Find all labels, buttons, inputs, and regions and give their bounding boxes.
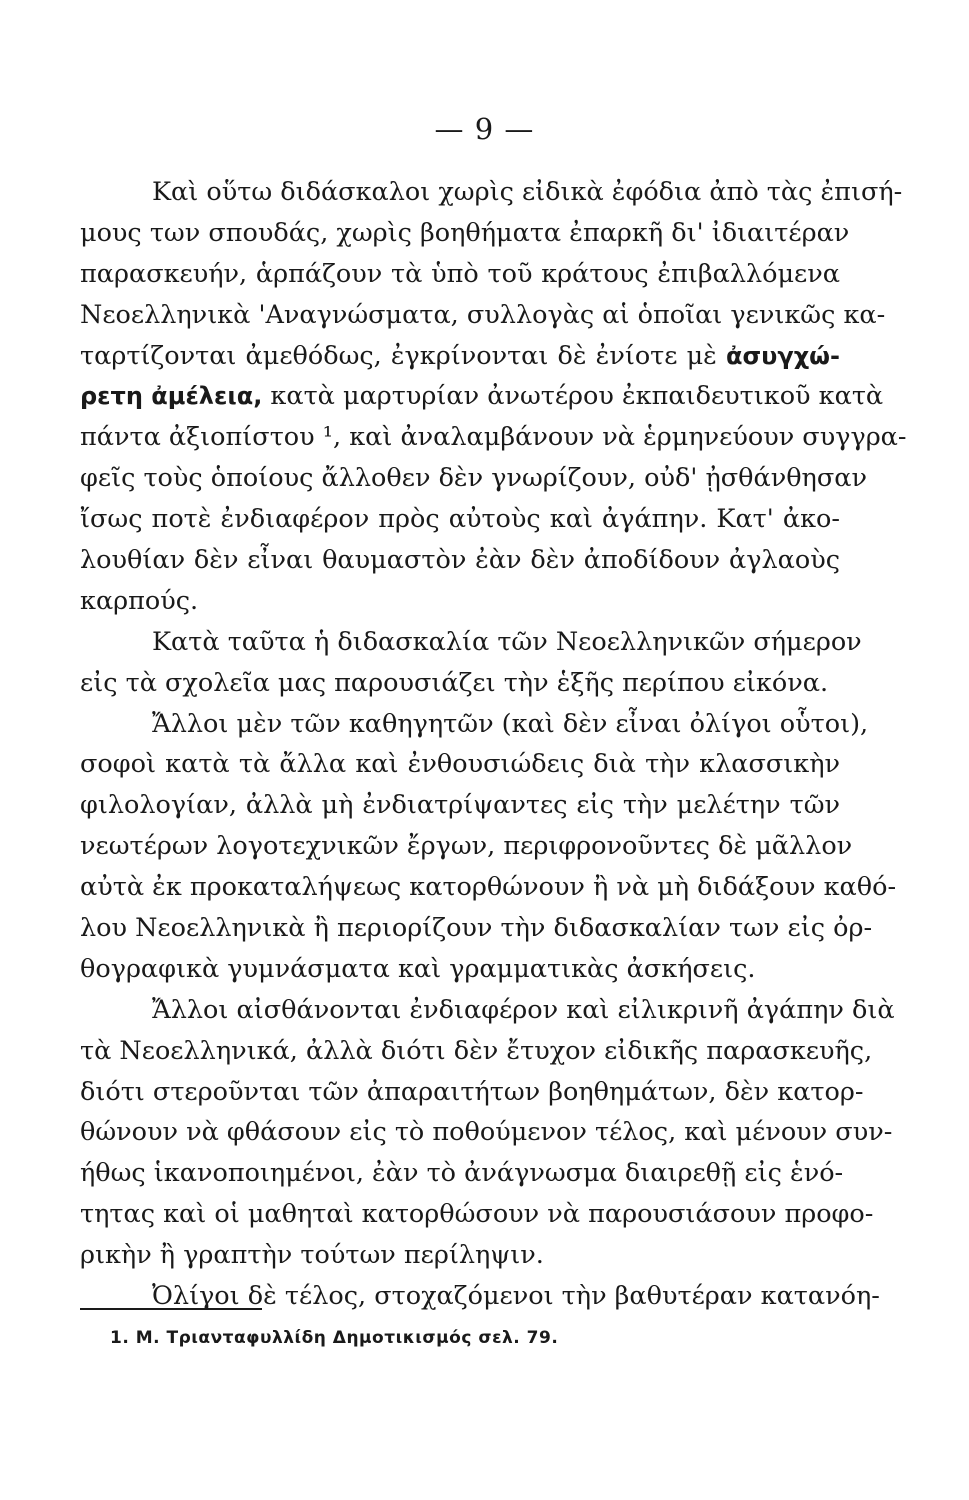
text-line: τὰ Νεοελληνικά, ἀλλὰ διότι δὲν ἔτυχον εἰδικῆς παρασκευῆς, bbox=[80, 1035, 873, 1066]
text-line: Κατὰ ταῦτα ἡ διδασκαλία τῶν Νεοελληνικῶν σήμερον bbox=[152, 626, 862, 657]
text-fragment: ταρτίζονται ἀμεθόδως, ἐγκρίνονται δὲ ἐνίοτε μὲ bbox=[80, 340, 726, 371]
text-line: ρικὴν ἢ γραπτὴν τούτων περίληψιν. bbox=[80, 1240, 544, 1271]
text-line: φιλολογίαν, ἀλλὰ μὴ ἐνδιατρίψαντες εἰς τὴν μελέτην τῶν bbox=[80, 790, 840, 821]
text-line: σοφοὶ κατὰ τὰ ἄλλα καὶ ἐνθουσιώδεις διὰ τὴν κλασσικὴν bbox=[80, 749, 840, 780]
text-line: αὐτὰ ἐκ προκαταλήψεως κατορθώνουν ἢ νὰ μὴ διδάξουν καθό- bbox=[80, 872, 897, 903]
text-line: Νεοελληνικὰ 'Αναγνώσματα, συλλογὰς αἱ ὁποῖαι γενικῶς κα- bbox=[80, 299, 886, 330]
text-line: Ἄλλοι μὲν τῶν καθηγητῶν (καὶ δὲν εἶναι ὀλίγοι οὗτοι), bbox=[152, 708, 869, 739]
bold-phrase: ρετη ἀμέλεια, bbox=[80, 382, 263, 411]
body-text bbox=[80, 172, 907, 1317]
bold-phrase: ἀσυγχώ- bbox=[725, 341, 840, 370]
text-line: θογραφικὰ γυμνάσματα καὶ γραμματικὰς ἀσκήσεις. bbox=[80, 953, 756, 984]
text-line: μους των σπουδάς, χωρὶς βοηθήματα ἐπαρκῆ δι' ἰδιαιτέραν bbox=[80, 217, 850, 248]
page-number: — 9 — bbox=[434, 112, 535, 146]
text-line: ήθως ἱκανοποιημένοι, ἐὰν τὸ ἀνάγνωσμα διαιρεθῇ εἰς ἑνό- bbox=[80, 1158, 844, 1189]
text-line: ἴσως ποτὲ ἐνδιαφέρον πρὸς αὐτοὺς καὶ ἀγάπην. Κατ' ἀκο- bbox=[80, 504, 840, 535]
footnote-divider bbox=[80, 1308, 262, 1310]
text-line: Ἄλλοι αἰσθάνονται ἐνδιαφέρον καὶ εἰλικρινῆ ἀγάπην διὰ bbox=[152, 994, 895, 1025]
text-line-with-bold bbox=[80, 336, 840, 377]
text-line: τητας καὶ οἱ μαθηταὶ κατορθώσουν νὰ παρουσιάσουν προφο- bbox=[80, 1199, 874, 1230]
text-line: φεῖς τοὺς ὁποίους ἄλλοθεν δὲν γνωρίζουν, οὐδ' ᾐσθάνθησαν bbox=[80, 463, 867, 494]
text-line: καρπούς. bbox=[80, 585, 199, 616]
text-line: εἰς τὰ σχολεῖα μας παρουσιάζει τὴν ἑξῆς περίπου εἰκόνα. bbox=[80, 667, 829, 698]
text-line: θώνουν νὰ φθάσουν εἰς τὸ ποθούμενον τέλος, καὶ μένουν συν- bbox=[80, 1117, 893, 1148]
text-line: λου Νεοελληνικὰ ἢ περιορίζουν τὴν διδασκαλίαν των εἰς ὀρ- bbox=[80, 913, 873, 944]
text-line: λουθίαν δὲν εἶναι θαυμαστὸν ἐὰν δὲν ἀποδίδουν ἀγλαοὺς bbox=[80, 545, 840, 576]
text-fragment: κατὰ μαρτυρίαν ἀνωτέρου ἐκπαιδευτικοῦ κατὰ bbox=[262, 381, 884, 412]
text-line: παρασκευήν, ἁρπάζουν τὰ ὑπὸ τοῦ κράτους ἐπιβαλλόμενα bbox=[80, 258, 840, 289]
text-line: διότι στεροῦνται τῶν ἀπαραιτήτων βοηθημάτων, δὲν κατορ- bbox=[80, 1076, 864, 1107]
footnote: 1. Μ. Τριανταφυλλίδη Δημοτικισμός σελ. 79. bbox=[110, 1328, 559, 1348]
text-line: πάντα ἀξιοπίστου ¹, καὶ ἀναλαμβάνουν νὰ ἑρμηνεύουν συγγρα- bbox=[80, 422, 907, 453]
text-line: νεωτέρων λογοτεχνικῶν ἔργων, περιφρονοῦντες δὲ μᾶλλον bbox=[80, 831, 853, 862]
text-line-with-bold bbox=[80, 376, 884, 417]
text-line: Καὶ οὕτω διδάσκαλοι χωρὶς εἰδικὰ ἐφόδια ἀπὸ τὰς ἐπισή- bbox=[152, 177, 903, 207]
text-line: Ὀλίγοι δὲ τέλος, στοχαζόμενοι τὴν βαθυτέραν κατανόη- bbox=[152, 1281, 880, 1312]
